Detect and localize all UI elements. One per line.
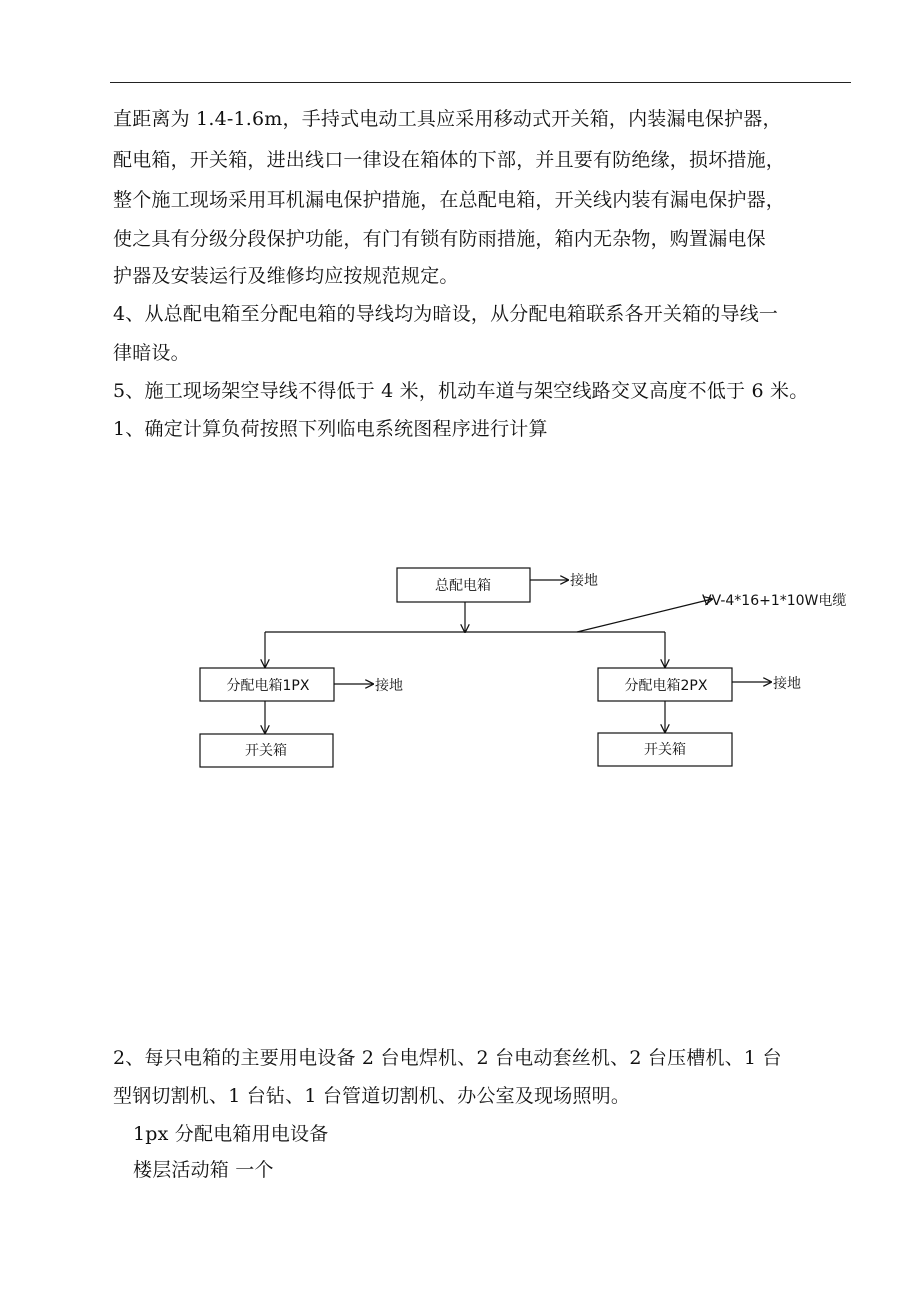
note-line: 1px 分配电箱用电设备 bbox=[133, 1123, 329, 1145]
paragraph-line: 整个施工现场采用耳机漏电保护措施，在总配电箱，开关线内装有漏电保护器， bbox=[113, 189, 786, 211]
ground-label: 接地 bbox=[570, 573, 598, 589]
paragraph-line: 直距离为 1.4-1.6m，手持式电动工具应采用移动式开关箱，内装漏电保护器， bbox=[113, 108, 782, 130]
switch-box-2-label: 开关箱 bbox=[644, 742, 686, 758]
paragraph-line: 型钢切割机、1 台钻、1 台管道切割机、办公室及现场照明。 bbox=[113, 1085, 631, 1107]
paragraph-line: 护器及安装运行及维修均应按规范规定。 bbox=[113, 265, 459, 287]
paragraph-line: 律暗设。 bbox=[113, 342, 190, 364]
ground-label-1: 接地 bbox=[375, 678, 403, 694]
ground-label-2: 接地 bbox=[773, 676, 801, 692]
cable-label: VV-4*16+1*10W电缆 bbox=[702, 593, 847, 609]
paragraph-line: 1、确定计算负荷按照下列临电系统图程序进行计算 bbox=[113, 418, 548, 440]
sub-box-1-label: 分配电箱1PX bbox=[226, 678, 310, 694]
sub-box-2-label: 分配电箱2PX bbox=[624, 678, 708, 694]
paragraph-line: 4、从总配电箱至分配电箱的导线均为暗设，从分配电箱联系各开关箱的导线一 bbox=[113, 303, 779, 325]
switch-box-1-label: 开关箱 bbox=[245, 743, 287, 759]
cable-callout-arrow bbox=[577, 599, 712, 632]
paragraph-line: 使之具有分级分段保护功能，有门有锁有防雨措施，箱内无杂物，购置漏电保 bbox=[113, 228, 766, 250]
paragraph-line: 2、每只电箱的主要用电设备 2 台电焊机、2 台电动套丝机、2 台压槽机、1 台 bbox=[113, 1047, 782, 1069]
paragraph-line: 5、施工现场架空导线不得低于 4 米，机动车道与架空线路交叉高度不低于 6 米。 bbox=[113, 380, 809, 402]
paragraph-line: 配电箱，开关箱，进出线口一律设在箱体的下部，并且要有防绝缘，损坏措施， bbox=[113, 149, 786, 171]
main-box-label: 总配电箱 bbox=[435, 578, 491, 594]
note-line: 楼层活动箱 一个 bbox=[133, 1159, 274, 1181]
